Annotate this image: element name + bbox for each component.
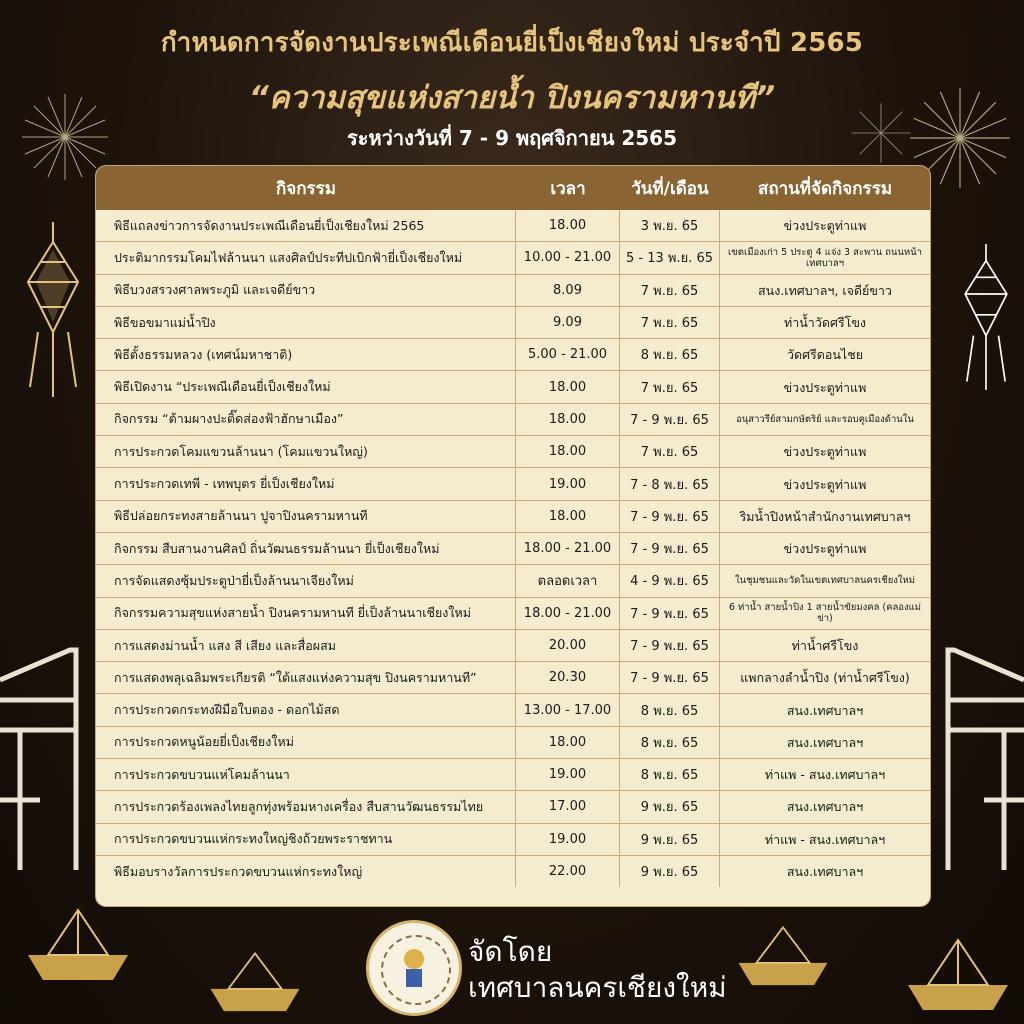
theme-title: “ความสุขแห่งสายน้ำ ปิงนครามหานที” xyxy=(248,80,776,116)
page-title: กำหนดการจัดงานประเพณีเดือนยี่เป็งเชียงใหม่ ประจำปี 2565 xyxy=(160,28,864,58)
activity-cell: การประกวดหนูน้อยยี่เป็งเชียงใหม่ xyxy=(96,727,516,758)
table-row xyxy=(96,694,930,726)
date-cell: 7 พ.ย. 65 xyxy=(620,275,720,306)
venue-cell: สนง.เทศบาลฯ xyxy=(786,799,864,815)
time-cell: 18.00 xyxy=(516,371,620,402)
date-cell: 7 พ.ย. 65 xyxy=(620,436,720,467)
date-cell: 8 พ.ย. 65 xyxy=(620,727,720,758)
date-cell: 7 - 9 พ.ย. 65 xyxy=(620,404,720,435)
date-cell: 7 พ.ย. 65 xyxy=(620,307,720,338)
krathong-center-left-icon xyxy=(200,940,310,1020)
venue-cell: สนง.เทศบาลฯ xyxy=(786,702,864,718)
table-row xyxy=(96,856,930,887)
venue-cell: ในชุมชนและวัดในเขตเทศบาลนครเชียงใหม่ xyxy=(734,575,916,587)
table-row xyxy=(96,598,930,630)
activity-cell: การประกวดร้องเพลงไทยลูกทุ่งพร้อมหางเครื่อง สืบสานวัฒนธรรมไทย xyxy=(96,791,516,822)
time-cell: 18.00 xyxy=(516,727,620,758)
lantern-left-icon xyxy=(18,222,88,402)
table-row xyxy=(96,307,930,339)
time-cell: 8.09 xyxy=(516,275,620,306)
event-dates: ระหว่างวันที่ 7 - 9 พฤศจิกายน 2565 xyxy=(346,126,678,150)
time-cell: 18.00 - 21.00 xyxy=(516,533,620,564)
firework-small-right-icon xyxy=(850,102,912,164)
activity-cell: พิธีปล่อยกระทงสายล้านนา ปูจาปิงนครามหานที xyxy=(96,501,516,532)
date-cell: 8 พ.ย. 65 xyxy=(620,339,720,370)
table-row xyxy=(96,436,930,468)
venue-cell: สนง.เทศบาลฯ xyxy=(786,864,864,880)
time-cell: 13.00 - 17.00 xyxy=(516,694,620,725)
time-cell: 9.09 xyxy=(516,307,620,338)
schedule-table xyxy=(96,166,930,906)
time-cell: 18.00 - 21.00 xyxy=(516,598,620,629)
venue-cell: ท่าแพ - สนง.เทศบาลฯ xyxy=(764,767,886,783)
municipal-seal-icon xyxy=(366,920,462,1016)
table-row xyxy=(96,533,930,565)
time-cell: 5.00 - 21.00 xyxy=(516,339,620,370)
venue-cell: วัดศรีดอนไชย xyxy=(786,347,864,363)
organized-by-label: จัดโดย xyxy=(468,935,553,968)
time-cell: 19.00 xyxy=(516,759,620,790)
activity-cell: พิธีเปิดงาน “ประเพณีเดือนยี่เป็งเชียงใหม่ xyxy=(96,371,516,402)
krathong-right-icon xyxy=(898,930,1018,1020)
venue-cell: ข่วงประตูท่าแพ xyxy=(783,476,867,492)
activity-cell: การแสดงม่านน้ำ แสง สี เสียง และสื่อผสม xyxy=(96,630,516,661)
table-row xyxy=(96,565,930,597)
date-cell: 8 พ.ย. 65 xyxy=(620,694,720,725)
activity-cell: กิจกรรม สืบสานงานศิลป์ ถิ่นวัฒนธรรมล้านนา ยี่เป็งเชียงใหม่ xyxy=(96,533,516,564)
activity-cell: พิธีตั้งธรรมหลวง (เทศน์มหาชาติ) xyxy=(96,339,516,370)
header-date: วันที่/เดือน xyxy=(631,178,709,199)
table-body xyxy=(96,210,930,887)
date-cell: 9 พ.ย. 65 xyxy=(620,856,720,887)
table-row xyxy=(96,791,930,823)
time-cell: 20.30 xyxy=(516,662,620,693)
activity-cell: การประกวดกระทงฝีมือใบตอง - ดอกไม้สด xyxy=(96,694,516,725)
time-cell: 18.00 xyxy=(516,436,620,467)
date-cell: 7 - 9 พ.ย. 65 xyxy=(620,598,720,629)
krathong-center-right-icon xyxy=(728,914,838,994)
table-row xyxy=(96,275,930,307)
firework-left-icon xyxy=(20,92,110,182)
activity-cell: พิธีขอขมาแม่น้ำปิง xyxy=(96,307,516,338)
date-cell: 7 - 9 พ.ย. 65 xyxy=(620,630,720,661)
time-cell: 19.00 xyxy=(516,824,620,855)
venue-cell: ท่าแพ - สนง.เทศบาลฯ xyxy=(764,831,886,847)
date-cell: 7 พ.ย. 65 xyxy=(620,371,720,402)
venue-cell: เขตเมืองเก่า 5 ประตู 4 แจ่ง 3 สะพาน ถนนหน้าเทศบาลฯ xyxy=(728,246,922,269)
table-row xyxy=(96,210,930,242)
date-cell: 7 - 9 พ.ย. 65 xyxy=(620,501,720,532)
venue-cell: ข่วงประตูท่าแพ xyxy=(783,379,867,395)
activity-cell: การประกวดโคมแขวนล้านนา (โคมแขวนใหญ่) xyxy=(96,436,516,467)
time-cell: 18.00 xyxy=(516,501,620,532)
date-cell: 4 - 9 พ.ย. 65 xyxy=(620,565,720,596)
header-activity: กิจกรรม xyxy=(275,178,336,199)
venue-cell: 6 ท่าน้ำ สายน้ำปิง 1 สายน้ำขัยมงคล (คลองแม่ข่า) xyxy=(728,602,922,625)
table-row xyxy=(96,404,930,436)
table-row xyxy=(96,371,930,403)
table-row xyxy=(96,468,930,500)
table-row xyxy=(96,824,930,856)
table-row xyxy=(96,339,930,371)
activity-cell: พิธีแถลงข่าวการจัดงานประเพณีเดือนยี่เป็งเชียงใหม่ 2565 xyxy=(96,210,516,241)
time-cell: 18.00 xyxy=(516,404,620,435)
activity-cell: ประติมากรรมโคมไฟล้านนา แสงศิลป์ประทีปเบิกฟ้ายี่เป็งเชียงใหม่ xyxy=(96,242,516,273)
activity-cell: พิธีมอบรางวัลการประกวดขบวนแห่กระทงใหญ่ xyxy=(96,856,516,887)
date-cell: 7 - 9 พ.ย. 65 xyxy=(620,662,720,693)
time-cell: 19.00 xyxy=(516,468,620,499)
table-row xyxy=(96,759,930,791)
activity-cell: การจัดแสดงซุ้มประตูป่ายี่เป็งล้านนาเจียงใหม่ xyxy=(96,565,516,596)
time-cell: 18.00 xyxy=(516,210,620,241)
date-cell: 9 พ.ย. 65 xyxy=(620,824,720,855)
date-cell: 8 พ.ย. 65 xyxy=(620,759,720,790)
date-cell: 7 - 9 พ.ย. 65 xyxy=(620,533,720,564)
lantern-right-icon xyxy=(954,244,1018,394)
krathong-left-icon xyxy=(18,900,138,990)
venue-cell: ข่วงประตูท่าแพ xyxy=(783,444,867,460)
venue-cell: สนง.เทศบาลฯ xyxy=(786,734,864,750)
organizer-name: เทศบาลนครเชียงใหม่ xyxy=(468,971,727,1004)
venue-cell: ข่วงประตูท่าแพ xyxy=(783,218,867,234)
table-row xyxy=(96,630,930,662)
time-cell: ตลอดเวลา xyxy=(516,565,620,596)
venue-cell: ข่วงประตูท่าแพ xyxy=(783,541,867,557)
time-cell: 20.00 xyxy=(516,630,620,661)
venue-cell: แพกลางลำน้ำปิง (ท่าน้ำศรีโขง) xyxy=(740,670,910,686)
date-cell: 5 - 13 พ.ย. 65 xyxy=(620,242,720,273)
seal-emblem-icon xyxy=(396,945,432,991)
venue-cell: ริมน้ำปิงหน้าสำนักงานเทศบาลฯ xyxy=(739,508,911,524)
header-venue: สถานที่จัดกิจกรรม xyxy=(757,178,893,199)
activity-cell: กิจกรรม “ต้ามผางปะติ๊ดส่องฟ้าฮักษาเมือง” xyxy=(96,404,516,435)
gate-left-icon xyxy=(0,640,82,870)
table-row xyxy=(96,501,930,533)
activity-cell: การแสดงพลุเฉลิมพระเกียรติ “ใต้แสงแห่งความสุข ปิงนครามหานที” xyxy=(96,662,516,693)
date-cell: 9 พ.ย. 65 xyxy=(620,791,720,822)
activity-cell: การประกวดขบวนแห่โคมล้านนา xyxy=(96,759,516,790)
table-row xyxy=(96,727,930,759)
gate-right-icon xyxy=(944,640,1024,870)
venue-cell: สนง.เทศบาลฯ, เจดีย์ขาว xyxy=(758,282,892,298)
table-header xyxy=(96,166,930,210)
time-cell: 17.00 xyxy=(516,791,620,822)
time-cell: 10.00 - 21.00 xyxy=(516,242,620,273)
activity-cell: กิจกรรมความสุขแห่งสายน้ำ ปิงนครามหานที ยี่เป็งล้านนาเชียงใหม่ xyxy=(96,598,516,629)
activity-cell: การประกวดเทพี - เทพบุตร ยี่เป็งเชียงใหม่ xyxy=(96,468,516,499)
header-time: เวลา xyxy=(550,178,586,199)
venue-cell: อนุสาวรีย์สามกษัตริย์ และรอบคูเมืองด้านใน xyxy=(736,413,914,425)
date-cell: 3 พ.ย. 65 xyxy=(620,210,720,241)
activity-cell: การประกวดขบวนแห่กระทงใหญ่ชิงถ้วยพระราชทาน xyxy=(96,824,516,855)
venue-cell: ท่าน้ำวัดศรีโขง xyxy=(784,315,866,331)
date-cell: 7 - 8 พ.ย. 65 xyxy=(620,468,720,499)
table-row xyxy=(96,662,930,694)
table-row xyxy=(96,242,930,274)
activity-cell: พิธีบวงสรวงศาลพระภูมิ และเจดีย์ขาว xyxy=(96,275,516,306)
venue-cell: ท่าน้ำศรีโขง xyxy=(791,638,859,653)
time-cell: 22.00 xyxy=(516,856,620,887)
